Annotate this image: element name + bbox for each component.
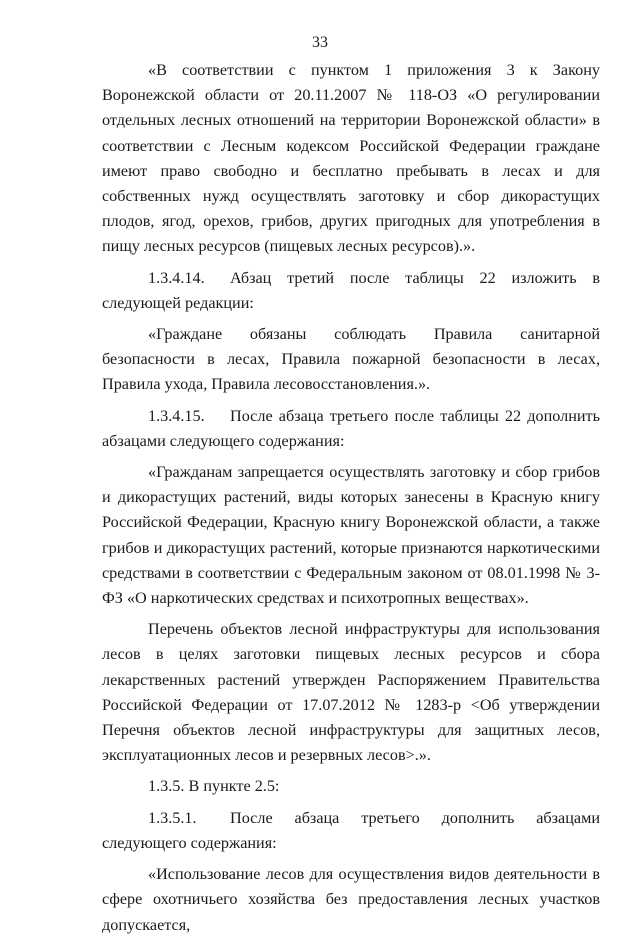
paragraph-quote-law-118oz bbox=[102, 58, 600, 260]
paragraph-text: После абзаца третьего после таблицы 22 дополнить абзацами следующего содержания: bbox=[102, 406, 600, 450]
paragraph-text: «Использование лесов для осуществления видов деятельности в сфере охотничьего хозяйства без предоставления лесных участков допускается, bbox=[102, 865, 600, 934]
document-body bbox=[102, 58, 600, 938]
paragraph-text: «Граждане обязаны соблюдать Правила санитарной безопасности в лесах, Правила пожарной безопасности в лесах, Правила ухода, Правила лесовосстановления.». bbox=[102, 325, 600, 394]
paragraph-1-3-5 bbox=[102, 774, 600, 799]
paragraph-1-3-5-1 bbox=[102, 806, 600, 856]
paragraph-text: 1.3.5. В пункте 2.5: bbox=[148, 777, 280, 796]
paragraph-quote-hunting bbox=[102, 862, 600, 938]
paragraph-text: «Гражданам запрещается осуществлять заготовку и сбор грибов и дикорастущих растений, виды которых занесены в Красную книгу Российской Федерации, Красную книгу Воронежской области, а также грибов и дикорастущих растений, которые признаются наркотическими средствами в соответствии с Федеральным законом от 08.01.1998 № 3-ФЗ «О наркотических средствах и психотропных веществах». bbox=[102, 463, 600, 608]
clause-number: 1.3.5.1. bbox=[148, 808, 197, 827]
paragraph-1-3-4-14 bbox=[102, 266, 600, 316]
clause-number: 1.3.4.14. bbox=[148, 268, 205, 287]
page-number: 33 bbox=[312, 34, 328, 51]
paragraph-quote-rules bbox=[102, 322, 600, 398]
paragraph-1-3-4-15 bbox=[102, 404, 600, 454]
clause-number: 1.3.4.15. bbox=[148, 406, 205, 425]
paragraph-text: Абзац третий после таблицы 22 изложить в следующей редакции: bbox=[102, 268, 600, 312]
paragraph-quote-prohibition bbox=[102, 460, 600, 611]
paragraph-text: «В соответствии с пунктом 1 приложения 3 к Закону Воронежской области от 20.11.2007 № 118-ОЗ «О регулировании отдельных лесных отношений на территории Воронежской области» в соответствии с Лесным кодексом Российской Федерации граждане имеют право свободно и бесплатно пребывать в лесах и для собственных нужд осуществлять заготовку и сбор дикорастущих плодов, ягод, орехов, грибов, других пригодных для употребления в пищу лесных ресурсов (пищевых лесных ресурсов).». bbox=[102, 61, 600, 256]
paragraph-infrastructure-list bbox=[102, 617, 600, 768]
paragraph-text: После абзаца третьего дополнить абзацами следующего содержания: bbox=[102, 808, 600, 852]
paragraph-text: Перечень объектов лесной инфраструктуры для использования лесов в целях заготовки пищевых лесных ресурсов и сбора лекарственных растений утвержден Распоряжением Правительства Российской Федерации от 17.07.2012 № 1283-р <Об утверждении Перечня объектов лесной инфраструктуры для защитных лесов, эксплуатационных лесов и резервных лесов>.». bbox=[102, 620, 600, 765]
